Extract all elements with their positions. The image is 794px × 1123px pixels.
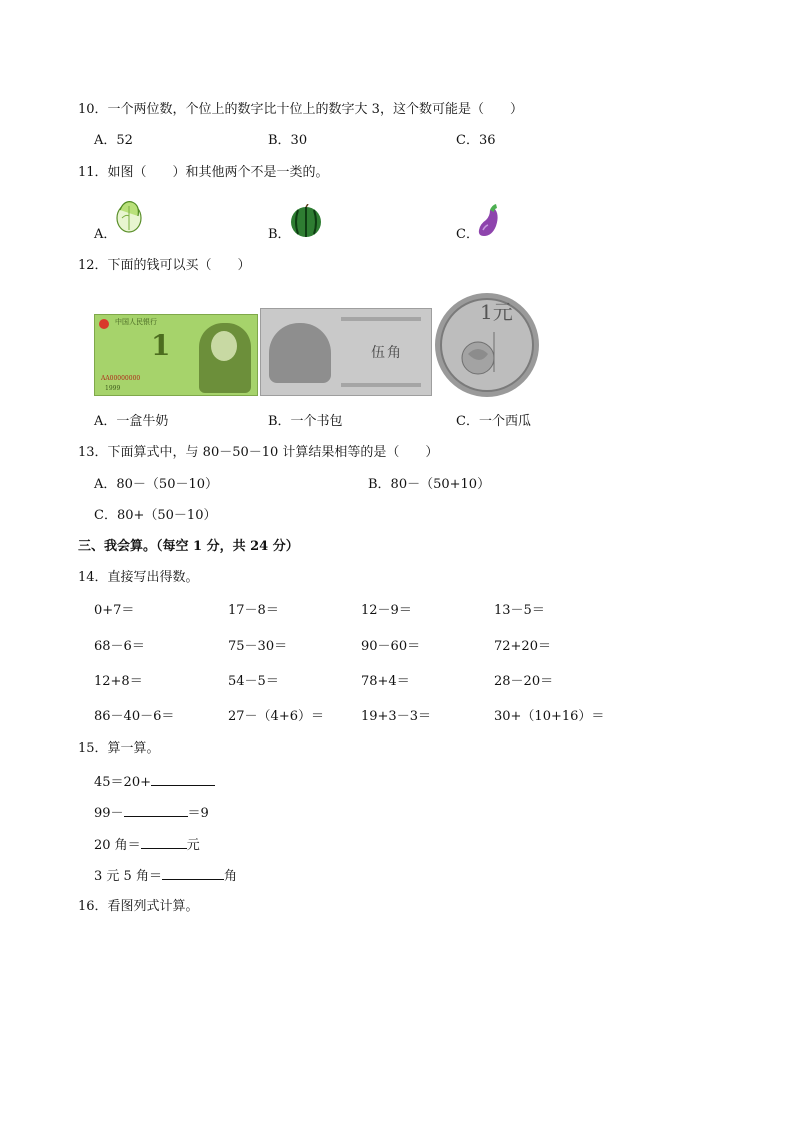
answer-blank[interactable] [151, 773, 215, 786]
q14-item[interactable]: 90－60＝ [361, 639, 421, 654]
coin-denomination: 1元 [480, 300, 513, 324]
q14-item[interactable]: 12+8＝ [94, 674, 143, 689]
q14-item[interactable]: 13－5＝ [494, 603, 545, 618]
note-denomination: 1 [151, 329, 171, 362]
q13-option-b[interactable]: B．80－（50+10） [368, 477, 491, 492]
q13-option-a[interactable]: A．80－（50－10） [94, 477, 219, 492]
q15-line-2-text: 99－ [94, 806, 124, 821]
q15-line-3-tail: 元 [186, 838, 200, 853]
answer-blank[interactable] [124, 804, 188, 817]
q14-item[interactable]: 27－（4+6）＝ [228, 709, 324, 724]
note-serial: AA00000000 [101, 375, 141, 382]
q13-stem: 13．下面算式中，与 80－50－10 计算结果相等的是（ ） [78, 445, 439, 460]
q11-stem: 11．如图（ ）和其他两个不是一类的。 [78, 165, 329, 180]
watermelon-icon [290, 204, 322, 238]
q14-item[interactable]: 0+7＝ [94, 603, 135, 618]
q11-option-c[interactable]: C． [456, 227, 479, 242]
q15-line-3 [94, 836, 200, 854]
q14-item[interactable]: 54－5＝ [228, 674, 279, 689]
q12-option-b[interactable]: B．一个书包 [268, 414, 343, 429]
q10-stem: 10．一个两位数，个位上的数字比十位上的数字大 3，这个数可能是（ ） [78, 102, 523, 117]
answer-blank[interactable] [162, 867, 224, 880]
q14-item[interactable]: 28－20＝ [494, 674, 554, 689]
eggplant-icon [476, 202, 502, 238]
q11-option-a[interactable]: A． [94, 227, 117, 242]
q14-stem: 14．直接写出得数。 [78, 570, 199, 585]
q10-option-b[interactable]: B．30 [268, 133, 308, 148]
note5-denomination: 伍角 [371, 345, 403, 361]
q11-option-b[interactable]: B． [268, 227, 291, 242]
q14-item[interactable]: 75－30＝ [228, 639, 288, 654]
q14-item[interactable]: 68－6＝ [94, 639, 145, 654]
q15-line-2-tail: ＝9 [187, 806, 209, 821]
q13-option-c[interactable]: C．80+（50－10） [94, 508, 217, 523]
cabbage-icon [114, 196, 144, 234]
q14-item[interactable]: 17－8＝ [228, 603, 279, 618]
q16-stem: 16．看图列式计算。 [78, 899, 199, 914]
q14-item[interactable]: 86－40－6＝ [94, 709, 175, 724]
q12-option-c[interactable]: C．一个西瓜 [456, 414, 531, 429]
note-bank-name: 中国人民银行 [115, 318, 157, 326]
q14-item[interactable]: 12－9＝ [361, 603, 412, 618]
section-3-title: 三、我会算。（每空 1 分，共 24 分） [78, 539, 299, 554]
q15-line-3-text: 20 角＝ [94, 838, 141, 853]
q15-line-1 [94, 773, 215, 791]
q15-line-4-tail: 角 [223, 869, 237, 884]
q14-item[interactable]: 78+4＝ [361, 674, 410, 689]
q10-option-c[interactable]: C．36 [456, 133, 496, 148]
q14-item[interactable]: 19+3－3＝ [361, 709, 431, 724]
five-jiao-note-image [260, 308, 432, 396]
q15-line-4-text: 3 元 5 角＝ [94, 869, 162, 884]
q12-option-a[interactable]: A．一盒牛奶 [94, 414, 169, 429]
q15-stem: 15．算一算。 [78, 741, 160, 756]
answer-blank[interactable] [141, 836, 187, 849]
q14-item[interactable]: 30+（10+16）＝ [494, 709, 605, 724]
national-emblem-icon [99, 319, 109, 329]
note-portrait-icon [269, 323, 331, 383]
q15-line-1-text: 45＝20+ [94, 775, 151, 790]
note-year: 1999 [105, 385, 121, 392]
q14-item[interactable]: 72+20＝ [494, 639, 551, 654]
q10-option-a[interactable]: A．52 [94, 133, 133, 148]
one-yuan-note-image [94, 314, 258, 396]
q15-line-2 [94, 804, 209, 822]
q12-stem: 12．下面的钱可以买（ ） [78, 258, 251, 273]
q15-line-4 [94, 867, 237, 885]
